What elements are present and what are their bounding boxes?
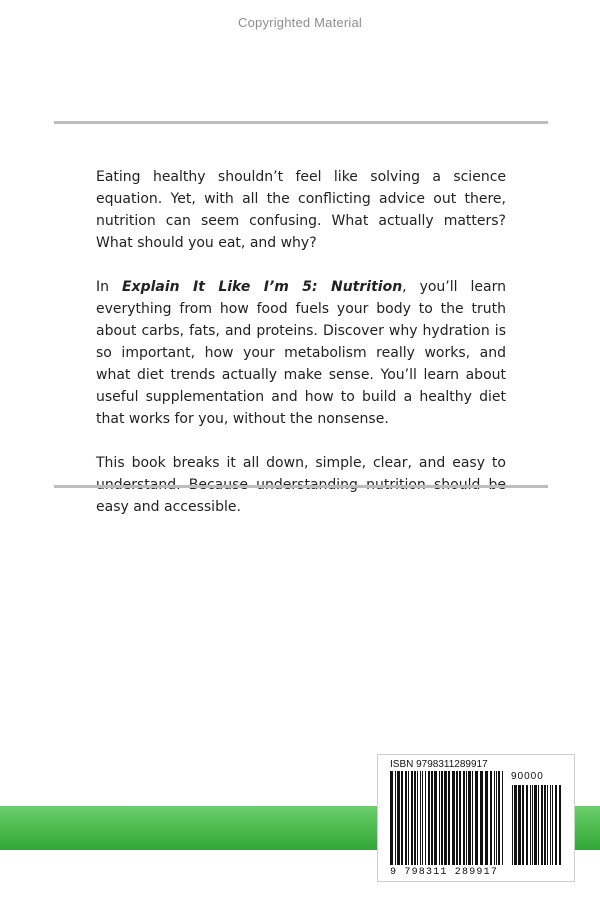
barcode-bar <box>444 771 447 865</box>
blurb-p2-prefix: In <box>96 279 122 295</box>
top-divider <box>54 121 548 124</box>
barcode-bar <box>441 771 443 865</box>
barcode-bar <box>490 771 492 865</box>
barcode-bar <box>544 785 546 865</box>
bottom-divider <box>54 485 548 488</box>
barcode-bar <box>452 771 455 865</box>
barcode-bar <box>530 785 531 865</box>
barcode-bar <box>463 771 465 865</box>
barcode-bar <box>459 771 461 865</box>
barcode-bar <box>475 771 478 865</box>
barcode-bar <box>466 771 467 865</box>
barcode-bar <box>397 771 400 865</box>
isbn-digits: 9 798311 289917 <box>390 867 499 878</box>
barcode-bar <box>550 785 551 865</box>
barcode-bar <box>518 785 521 865</box>
copyright-watermark-top: Copyrighted Material <box>238 15 362 30</box>
isbn-barcode-block <box>377 754 575 882</box>
barcode-bar <box>522 785 524 865</box>
barcode-bar <box>425 771 426 865</box>
barcode-bar <box>498 771 500 865</box>
barcode-bar <box>468 771 471 865</box>
blurb-p2-body: , you’ll learn everything from how food fuels your body to the truth about carbs, fats, and proteins. Discover why hydration is so important, how your metabolism really works, and what diet trends actually make sense. You’ll learn about useful supplementation and how to build a healthy diet that works for you, without the nonsense. <box>96 279 506 427</box>
barcode-bar <box>555 785 557 865</box>
blurb-paragraph-3: This book breaks it all down, simple, clear, and easy to easy and accessible. <box>96 455 506 515</box>
barcode-bar <box>411 771 413 865</box>
barcode-bar <box>526 785 528 865</box>
barcode-bar <box>417 771 418 865</box>
barcode-bar <box>405 771 407 865</box>
barcode-bar <box>494 771 495 865</box>
barcode-bar <box>552 785 553 865</box>
blurb-paragraph-1: Eating healthy shouldn’t feel like solving a science equation. Yet, with all the conflicting advice out there, nutrition can seem confusing. What actually matters? What should you eat, and why? <box>96 169 506 251</box>
blurb-paragraph-2 <box>96 276 506 430</box>
barcode-bar <box>512 785 513 865</box>
barcode-bar <box>541 785 543 865</box>
barcode-bar <box>496 771 497 865</box>
barcode-bar <box>456 771 458 865</box>
price-code: 90000 <box>511 771 544 782</box>
isbn-label: ISBN 9798311289917 <box>390 759 488 770</box>
barcode-bar <box>439 771 440 865</box>
barcode-bar <box>480 771 483 865</box>
barcode-bar <box>532 785 533 865</box>
barcode-bar <box>538 785 539 865</box>
barcode-bar <box>534 785 537 865</box>
barcode-bar <box>422 771 423 865</box>
barcode-bar <box>428 771 430 865</box>
book-title: Explain It Like I’m 5: Nutrition <box>121 279 403 295</box>
barcode-bar <box>485 771 488 865</box>
barcode-bar <box>434 771 437 865</box>
barcode-bar <box>408 771 409 865</box>
barcode-bar <box>472 771 473 865</box>
barcode-bar <box>414 771 416 865</box>
barcode-bar <box>401 771 403 865</box>
barcode-bar <box>420 771 421 865</box>
barcode-bar <box>502 771 503 865</box>
barcode-bar <box>514 785 517 865</box>
back-cover-blurb <box>96 166 506 540</box>
barcode-bar <box>431 771 433 865</box>
price-addon-barcode <box>512 785 562 865</box>
ean13-barcode <box>390 771 506 865</box>
barcode-bar <box>559 785 561 865</box>
barcode-bar <box>390 771 393 865</box>
barcode-bar <box>395 771 396 865</box>
barcode-bar <box>547 785 548 865</box>
barcode-bar <box>448 771 450 865</box>
